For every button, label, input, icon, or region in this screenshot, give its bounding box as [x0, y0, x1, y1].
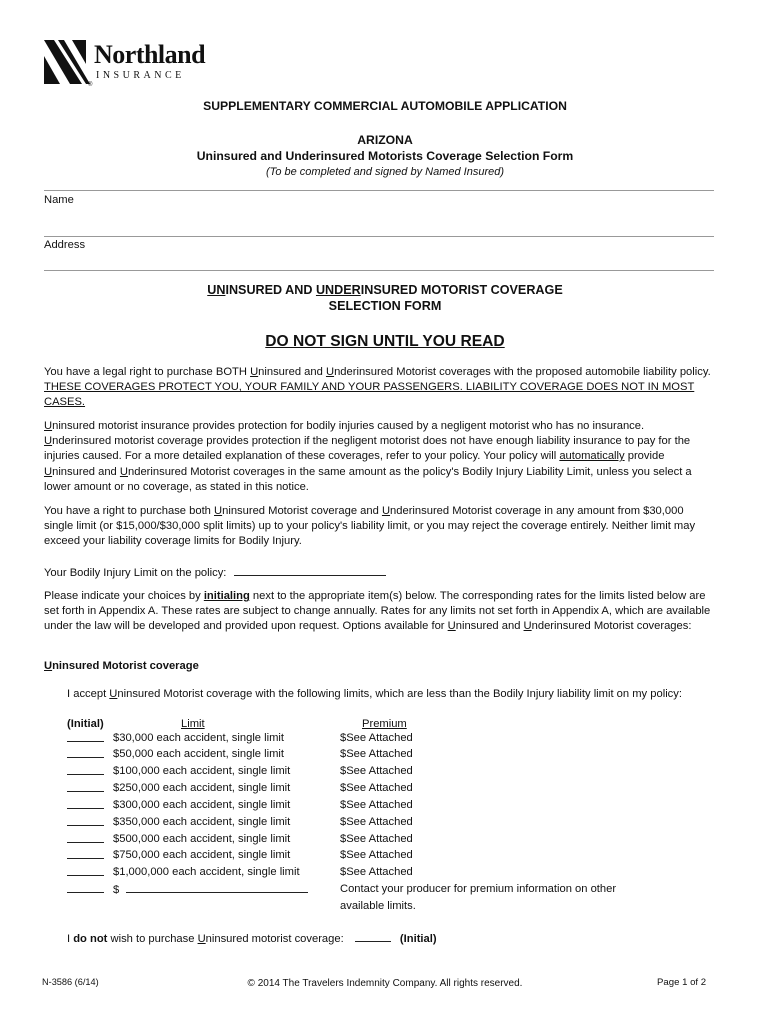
northland-logo: [42, 36, 206, 92]
option-premium: $See Attached: [340, 748, 413, 760]
option-limit: $750,000 each accident, single limit: [113, 849, 291, 861]
paragraph-instructions: Please indicate your choices by initialing next to the appropriate item(s) below. The corresponding rates for the limits listed below are set forth in Appendix A. These rates are subject to change annually. Rates for any limits not set forth in Appendix A, which are available under the law will be developed and provided upon request. Options available for Uninsured and Underinsured Motorist coverages:: [44, 590, 711, 633]
form-number: N-3586 (6/14): [42, 977, 99, 987]
name-label: Name: [44, 194, 74, 206]
initial-header: (Initial): [67, 718, 104, 730]
um-coverage-heading: Uninsured Motorist coverage: [44, 660, 199, 672]
paragraph-coverage-explanation: Uninsured motorist insurance provides protection for bodily injuries caused by a negligent motorist who has no insurance. Underinsured motorist coverage provides protection if the negligent motorist does not have enough liability insurance to pay for the injuries caused. For a more detailed explanation of these coverages, refer to your policy. Your policy will automatically provide Uninsured and Underinsured Motorist coverages in the same amount as the policy's Bodily Injury Liability Limit, unless you select a lower amount or no coverage, as stated in this notice.: [44, 420, 692, 493]
brand-name: Northland: [94, 40, 206, 69]
option-limit: $30,000 each accident, single limit: [113, 732, 285, 744]
limit-header: Limit: [181, 718, 205, 730]
option-premium: $See Attached: [340, 833, 413, 845]
option-premium: $See Attached: [340, 732, 413, 744]
option-premium: $See Attached: [340, 765, 413, 777]
option-limit: $250,000 each accident, single limit: [113, 782, 291, 794]
initial-input[interactable]: [67, 831, 104, 843]
option-limit: $100,000 each accident, single limit: [113, 765, 291, 777]
custom-limit: $: [113, 881, 308, 897]
brand-sub: INSURANCE: [96, 70, 185, 81]
accept-statement: I accept Uninsured Motorist coverage with the following limits, which are less than the Bodily Injury liability limit on my policy:: [67, 688, 682, 700]
premium-header: Premium: [362, 718, 407, 730]
option-premium: $See Attached: [340, 866, 413, 878]
name-line[interactable]: [44, 190, 714, 191]
decline-row: I do not wish to purchase Uninsured motorist coverage: (Initial): [67, 930, 437, 946]
paragraph-legal-right: You have a legal right to purchase BOTH Uninsured and Underinsured Motorist coverages with the proposed automobile liability policy. THESE COVERAGES PROTECT YOU, YOUR FAMILY AND YOUR PASSENGERS. LIABILITY COVERAGE DOES NOT IN MOST CASES.: [44, 366, 711, 409]
paragraph-purchase-right: You have a right to purchase both Uninsured Motorist coverage and Underinsured Motorist coverage in any amount from $30,000 single limit (or $15,000/$30,000 split limits) up to your policy's liability limit, or you may reject the coverage entirely. Neither limit may exceed your liability coverage limits for Bodily Injury.: [44, 505, 696, 548]
initial-input[interactable]: [67, 763, 104, 775]
custom-premium-line1: Contact your producer for premium information on other: [340, 883, 617, 895]
initial-input[interactable]: [67, 881, 104, 893]
option-row: [67, 847, 104, 863]
bi-limit-label: Your Bodily Injury Limit on the policy:: [44, 567, 227, 579]
option-limit: $300,000 each accident, single limit: [113, 799, 291, 811]
option-premium: $See Attached: [340, 799, 413, 811]
bi-limit-row: [44, 564, 386, 579]
option-limit: $500,000 each accident, single limit: [113, 833, 291, 845]
decline-initial-input[interactable]: [355, 930, 391, 942]
registered-mark: ®: [88, 82, 93, 88]
option-row: [67, 746, 104, 762]
option-row: [67, 814, 104, 830]
initial-input[interactable]: [67, 730, 104, 742]
option-premium: $See Attached: [340, 782, 413, 794]
address-label: Address: [44, 239, 86, 251]
option-row: [67, 763, 104, 779]
option-row: [67, 780, 104, 796]
form-title: SUPPLEMENTARY COMMERCIAL AUTOMOBILE APPLICATION: [203, 99, 567, 113]
initial-input[interactable]: [67, 864, 104, 876]
custom-limit-input[interactable]: [126, 881, 308, 893]
decline-initial-label: (Initial): [399, 933, 437, 945]
option-premium: $See Attached: [340, 849, 413, 861]
initial-input[interactable]: [67, 814, 104, 826]
initial-input[interactable]: [67, 847, 104, 859]
option-limit: $50,000 each accident, single limit: [113, 748, 285, 760]
state-name: ARIZONA: [357, 133, 413, 147]
option-row: [67, 831, 104, 847]
form-instruction: (To be completed and signed by Named Insured): [265, 166, 505, 178]
section-title: UNINSURED AND UNDERINSURED MOTORIST COVERAGE: [207, 283, 563, 297]
page-number: Page 1 of 2: [657, 977, 707, 988]
option-limit: $1,000,000 each accident, single limit: [113, 866, 300, 878]
option-row: [67, 730, 104, 746]
form-name: Uninsured and Underinsured Motorists Coverage Selection Form: [196, 149, 574, 163]
option-row-custom: [67, 881, 104, 897]
option-premium: $See Attached: [340, 816, 413, 828]
address-line[interactable]: [44, 236, 714, 237]
section-title-line2: SELECTION FORM: [328, 299, 442, 313]
option-limit: $350,000 each accident, single limit: [113, 816, 291, 828]
custom-premium-line2: available limits.: [340, 900, 416, 912]
address-line-2[interactable]: [44, 270, 714, 271]
initial-input[interactable]: [67, 780, 104, 792]
bi-limit-input[interactable]: [234, 564, 386, 576]
initial-input[interactable]: [67, 797, 104, 809]
option-row: [67, 864, 104, 880]
initial-input[interactable]: [67, 746, 104, 758]
copyright: © 2014 The Travelers Indemnity Company. All rights reserved.: [247, 978, 523, 989]
warning-heading: DO NOT SIGN UNTIL YOU READ: [265, 333, 505, 350]
option-row: [67, 797, 104, 813]
